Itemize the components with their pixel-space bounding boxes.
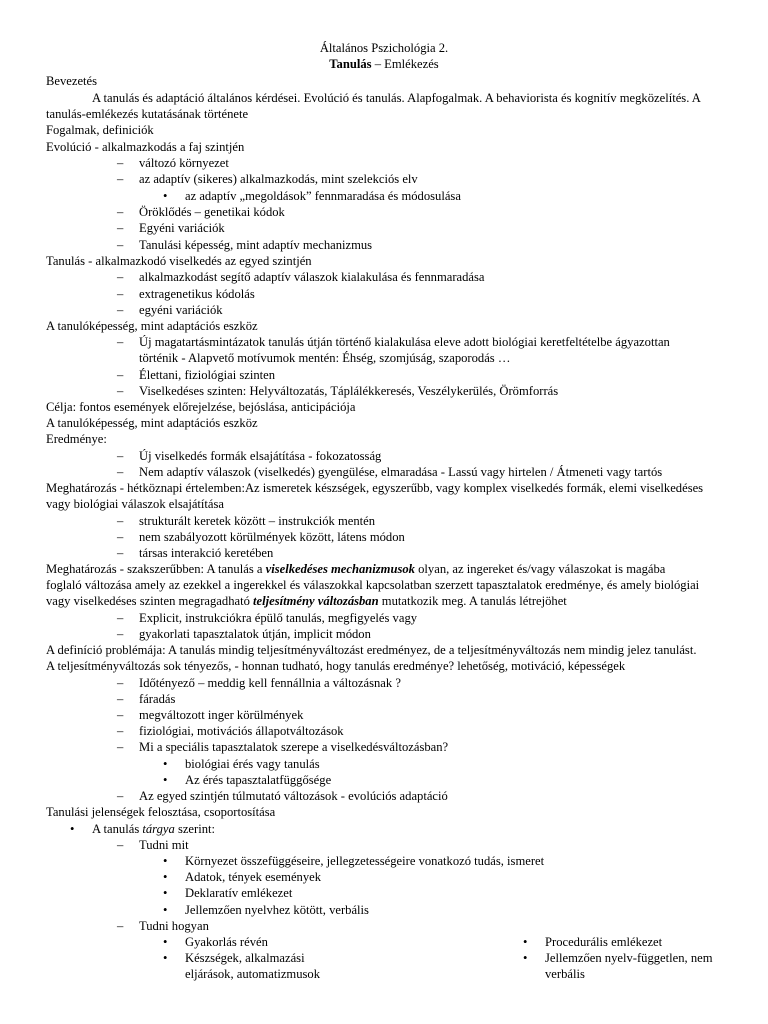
list-item: Tudni hogyan bbox=[139, 919, 209, 933]
paragraph-celja: Célja: fontos események előrejelzése, bejóslása, anticipációja bbox=[46, 400, 356, 414]
dash-marker: – bbox=[117, 449, 124, 463]
list-item: Új viselkedés formák elsajátítása - fokozatosság bbox=[139, 449, 382, 463]
list-item: Az egyed szintjén túlmutató változások - evolúciós adaptáció bbox=[139, 789, 448, 803]
dash-marker: – bbox=[117, 172, 124, 186]
paragraph-meghatarozas-2-line-1 bbox=[46, 562, 665, 577]
list-item: Egyéni variációk bbox=[139, 221, 225, 235]
list-item: Készségek, alkalmazási bbox=[185, 951, 305, 965]
dash-marker: – bbox=[117, 465, 124, 479]
dash-marker: – bbox=[117, 156, 124, 170]
list-item: Gyakorlás révén bbox=[185, 935, 268, 949]
list-item: biológiai érés vagy tanulás bbox=[185, 757, 320, 771]
dash-marker: – bbox=[117, 335, 124, 349]
paragraph-teljesitmenyvaltozas: A teljesítményváltozás sok tényezős, - honnan tudható, hogy tanulás eredménye? lehetőség, motiváció, képességek bbox=[46, 659, 626, 673]
emphasis-text: tárgya bbox=[142, 822, 175, 836]
heading-evolucio: Evolúció - alkalmazkodás a faj szintjén bbox=[46, 140, 245, 154]
dash-marker: – bbox=[117, 205, 124, 219]
dash-marker: – bbox=[117, 546, 124, 560]
heading-tanulasi-jelensegek: Tanulási jelenségek felosztása, csoportosítása bbox=[46, 805, 276, 819]
topic-rest: – Emlékezés bbox=[371, 57, 439, 71]
heading-tanulokepesseg-2: A tanulóképesség, mint adaptációs eszköz bbox=[46, 416, 258, 430]
heading-tanulas-egyed: Tanulás - alkalmazkodó viselkedés az egyed szintjén bbox=[46, 254, 312, 268]
list-item: Tudni mit bbox=[139, 838, 189, 852]
list-item: Tanulási képesség, mint adaptív mechanizmus bbox=[139, 238, 373, 252]
dash-marker: – bbox=[117, 238, 124, 252]
bullet-marker: • bbox=[163, 854, 168, 868]
dash-marker: – bbox=[117, 368, 124, 382]
list-item: változó környezet bbox=[139, 156, 229, 170]
dash-marker: – bbox=[117, 303, 124, 317]
text-run: olyan, az ingereket és/vagy válaszokat is magába bbox=[414, 562, 666, 576]
topic-bold: Tanulás bbox=[329, 57, 372, 71]
list-item: fáradás bbox=[139, 692, 176, 706]
text-run: Meghatározás - szakszerűbben: A tanulás a bbox=[46, 562, 266, 576]
paragraph-meghatarozas-1-line-2: vagy biológiai válaszok elsajátítása bbox=[46, 497, 225, 511]
dash-marker: – bbox=[117, 514, 124, 528]
dash-marker: – bbox=[117, 530, 124, 544]
bullet-marker: • bbox=[163, 951, 168, 965]
list-item: Új magatartásmintázatok tanulás útján történő kialakulása eleve adott biológiai keretfeltételbe ágyazottan bbox=[139, 335, 670, 349]
bullet-marker: • bbox=[163, 757, 168, 771]
list-item: Az érés tapasztalatfüggősége bbox=[185, 773, 332, 787]
bullet-marker: • bbox=[163, 189, 168, 203]
list-item: Viselkedéses szinten: Helyváltozatás, Táplálékkeresés, Veszélykerülés, Örömforrás bbox=[139, 384, 559, 398]
list-item: Öröklődés – genetikai kódok bbox=[139, 205, 285, 219]
paragraph-definicio-problema: A definíció problémája: A tanulás mindig teljesítményváltozást eredményez, de a teljesítményváltozás nem mindig jelez tanulást. bbox=[46, 643, 697, 657]
list-item: Jellemzően nyelvhez kötött, verbális bbox=[185, 903, 369, 917]
list-item: megváltozott inger körülmények bbox=[139, 708, 304, 722]
list-item: Időtényező – meddig kell fennállnia a változásnak ? bbox=[139, 676, 401, 690]
dash-marker: – bbox=[117, 676, 124, 690]
text-run: A tanulás bbox=[92, 822, 143, 836]
list-item: Explicit, instrukciókra épülő tanulás, megfigyelés vagy bbox=[139, 611, 418, 625]
list-item-continuation: eljárások, automatizmusok bbox=[185, 967, 320, 981]
list-item bbox=[92, 822, 215, 837]
bullet-marker: • bbox=[523, 951, 528, 965]
dash-marker: – bbox=[117, 627, 124, 641]
heading-bevezetes: Bevezetés bbox=[46, 74, 98, 88]
list-item: Deklaratív emlékezet bbox=[185, 886, 293, 900]
list-item: gyakorlati tapasztalatok útján, implicit módon bbox=[139, 627, 371, 641]
list-item: extragenetikus kódolás bbox=[139, 287, 255, 301]
paragraph-meghatarozas-1-line-1: Meghatározás - hétköznapi értelemben:Az ismeretek készségek, egyszerűbb, vagy komplex viselkedés formák, elemi viselkedéses bbox=[46, 481, 704, 495]
emphasis-text: teljesítmény változásban bbox=[253, 594, 379, 608]
list-item: fiziológiai, motivációs állapotváltozások bbox=[139, 724, 344, 738]
bullet-marker: • bbox=[523, 935, 528, 949]
list-item-continuation: verbális bbox=[545, 967, 585, 981]
intro-paragraph-line-1: A tanulás és adaptáció általános kérdései. Evolúció és tanulás. Alapfogalmak. A behaviorista és kognitív megközelítés. A bbox=[92, 91, 701, 105]
dash-marker: – bbox=[117, 740, 124, 754]
list-item: egyéni variációk bbox=[139, 303, 223, 317]
list-item: társas interakció keretében bbox=[139, 546, 274, 560]
bullet-marker: • bbox=[163, 935, 168, 949]
bullet-marker: • bbox=[163, 903, 168, 917]
list-item: Környezet összefüggéseire, jellegzetességeire vonatkozó tudás, ismeret bbox=[185, 854, 545, 868]
dash-marker: – bbox=[117, 919, 124, 933]
text-run: vagy viselkedéses szinten megragadható bbox=[46, 594, 254, 608]
paragraph-meghatarozas-2-line-3 bbox=[46, 594, 567, 609]
dash-marker: – bbox=[117, 287, 124, 301]
text-run: szerint: bbox=[174, 822, 216, 836]
heading-eredmenye: Eredménye: bbox=[46, 432, 107, 446]
list-item: az adaptív „megoldások” fennmaradása és módosulása bbox=[185, 189, 461, 203]
list-item-continuation: történik - Alapvető motívumok mentén: Éhség, szomjúság, szaporodás … bbox=[139, 351, 511, 365]
list-item: Jellemzően nyelv-független, nem bbox=[545, 951, 713, 965]
dash-marker: – bbox=[117, 692, 124, 706]
dash-marker: – bbox=[117, 270, 124, 284]
list-item: nem szabályozott körülmények között, látens módon bbox=[139, 530, 405, 544]
emphasis-text: viselkedéses mechanizmusok bbox=[265, 562, 415, 576]
bullet-marker: • bbox=[163, 773, 168, 787]
paragraph-meghatarozas-2-line-2: foglaló változása amely az ezekkel a ingerekkel és válaszokkal kapcsolatban szerzett tapasztalatok eredménye, és amely biológiai bbox=[46, 578, 700, 592]
bullet-marker: • bbox=[163, 870, 168, 884]
bullet-marker: • bbox=[70, 822, 75, 836]
list-item: Adatok, tények események bbox=[185, 870, 322, 884]
dash-marker: – bbox=[117, 724, 124, 738]
intro-paragraph-line-2: tanulás-emlékezés kutatásának története bbox=[46, 107, 249, 121]
bullet-marker: • bbox=[163, 886, 168, 900]
list-item: az adaptív (sikeres) alkalmazkodás, mint szelekciós elv bbox=[139, 172, 418, 186]
dash-marker: – bbox=[117, 611, 124, 625]
text-run: mutatkozik meg. A tanulás létrejöhet bbox=[378, 594, 567, 608]
dash-marker: – bbox=[117, 838, 124, 852]
dash-marker: – bbox=[117, 789, 124, 803]
list-item: Mi a speciális tapasztalatok szerepe a viselkedésváltozásban? bbox=[139, 740, 449, 754]
dash-marker: – bbox=[117, 384, 124, 398]
list-item: alkalmazkodást segítő adaptív válaszok kialakulása és fennmaradása bbox=[139, 270, 485, 284]
document-topic-title bbox=[0, 57, 768, 72]
heading-tanulokepesseg: A tanulóképesség, mint adaptációs eszköz bbox=[46, 319, 258, 333]
list-item: strukturált keretek között – instrukciók mentén bbox=[139, 514, 376, 528]
dash-marker: – bbox=[117, 708, 124, 722]
heading-fogalmak: Fogalmak, definiciók bbox=[46, 123, 154, 137]
list-item: Nem adaptív válaszok (viselkedés) gyengülése, elmaradása - Lassú vagy hirtelen / Átmeneti vagy tartós bbox=[139, 465, 663, 479]
dash-marker: – bbox=[117, 221, 124, 235]
list-item: Procedurális emlékezet bbox=[545, 935, 663, 949]
list-item: Élettani, fiziológiai szinten bbox=[139, 368, 276, 382]
document-course-title: Általános Pszichológia 2. bbox=[319, 41, 449, 55]
